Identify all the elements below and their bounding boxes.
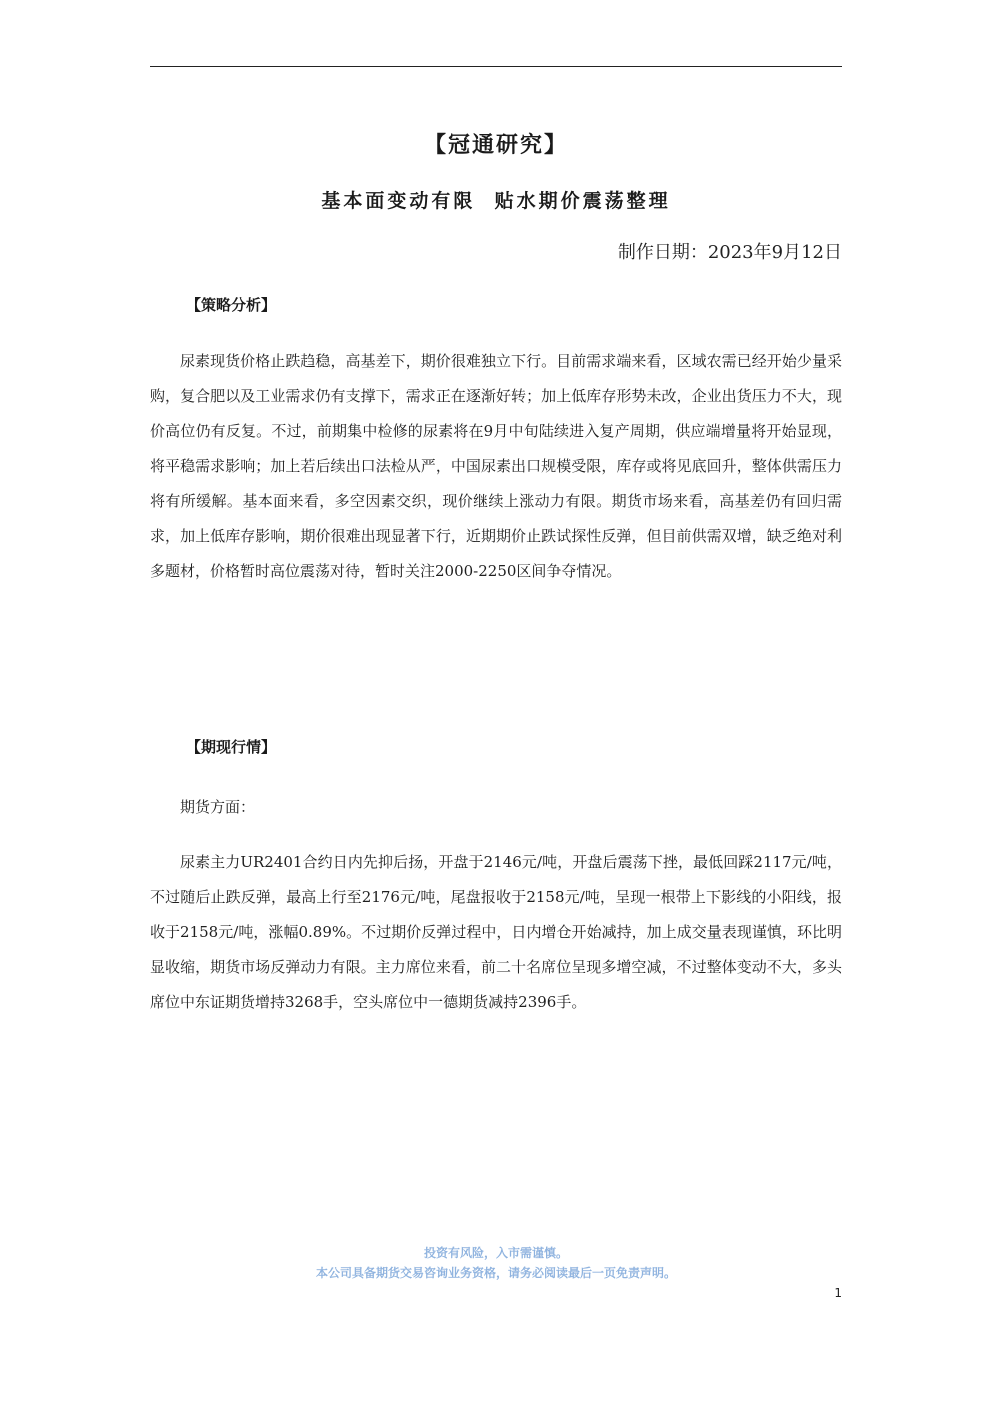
risk-disclaimer: 投资有风险，入市需谨慎。 [423,1246,568,1260]
report-date: 制作日期：2023年9月12日 [617,242,842,263]
section-heading-market: 【期现行情】 [186,738,277,756]
section-heading-strategy: 【策略分析】 [186,296,277,314]
qualification-disclaimer: 本公司具备期货交易咨询业务资格，请务必阅读最后一页免责声明。 [315,1266,676,1280]
strategy-paragraph: 尿素现货价格止跌趋稳，高基差下，期价很难独立下行。目前需求端来看，区域农需已经开始少量采购，复合肥以及工业需求仍有支撑下，需求正在逐渐好转；加上低库存形势未改，企业出货压力不大，现价高位仍有反复。不过，前期集中检修的尿素将在9月中旬陆续进入复产周期，供应端增量将开始显现，将平稳需求影响；加上若后续出口法检从严，中国尿素出口规模受限，库存或将见底回升，整体供需压力将有所缓解。基本面来看，多空因素交织，现价继续上涨动力有限。期货市场来看，高基差仍有回归需求，加上低库存影响，期价很难出现显著下行，近期期价止跌试探性反弹，但目前供需双增，缺乏绝对利多题材，价格暂时高位震荡对待，暂时关注2000-2250区间争夺情况。 [150,352,842,580]
report-title: 基本面变动有限 贴水期价震荡整理 [321,190,671,212]
page-number: 1 [834,1286,842,1300]
futures-subheading: 期货方面： [180,798,256,816]
market-paragraph: 尿素主力UR2401合约日内先抑后扬，开盘于2146元/吨，开盘后震荡下挫，最低回踩2117元/吨，不过随后止跌反弹，最高上行至2176元/吨，尾盘报收于2158元/吨，呈现一根带上下影线的小阳线，报收于2158元/吨，涨幅0.89%。不过期价反弹过程中，日内增仓开始减持，加上成交量表现谨慎，环比明显收缩，期货市场反弹动力有限。主力席位来看，前二十名席位呈现多增空减，不过整体变动不大，多头席位中东证期货增持3268手，空头席位中一德期货减持2396手。 [150,853,842,1011]
brand-title: 【冠通研究】 [423,132,568,158]
header-rule [150,66,842,67]
